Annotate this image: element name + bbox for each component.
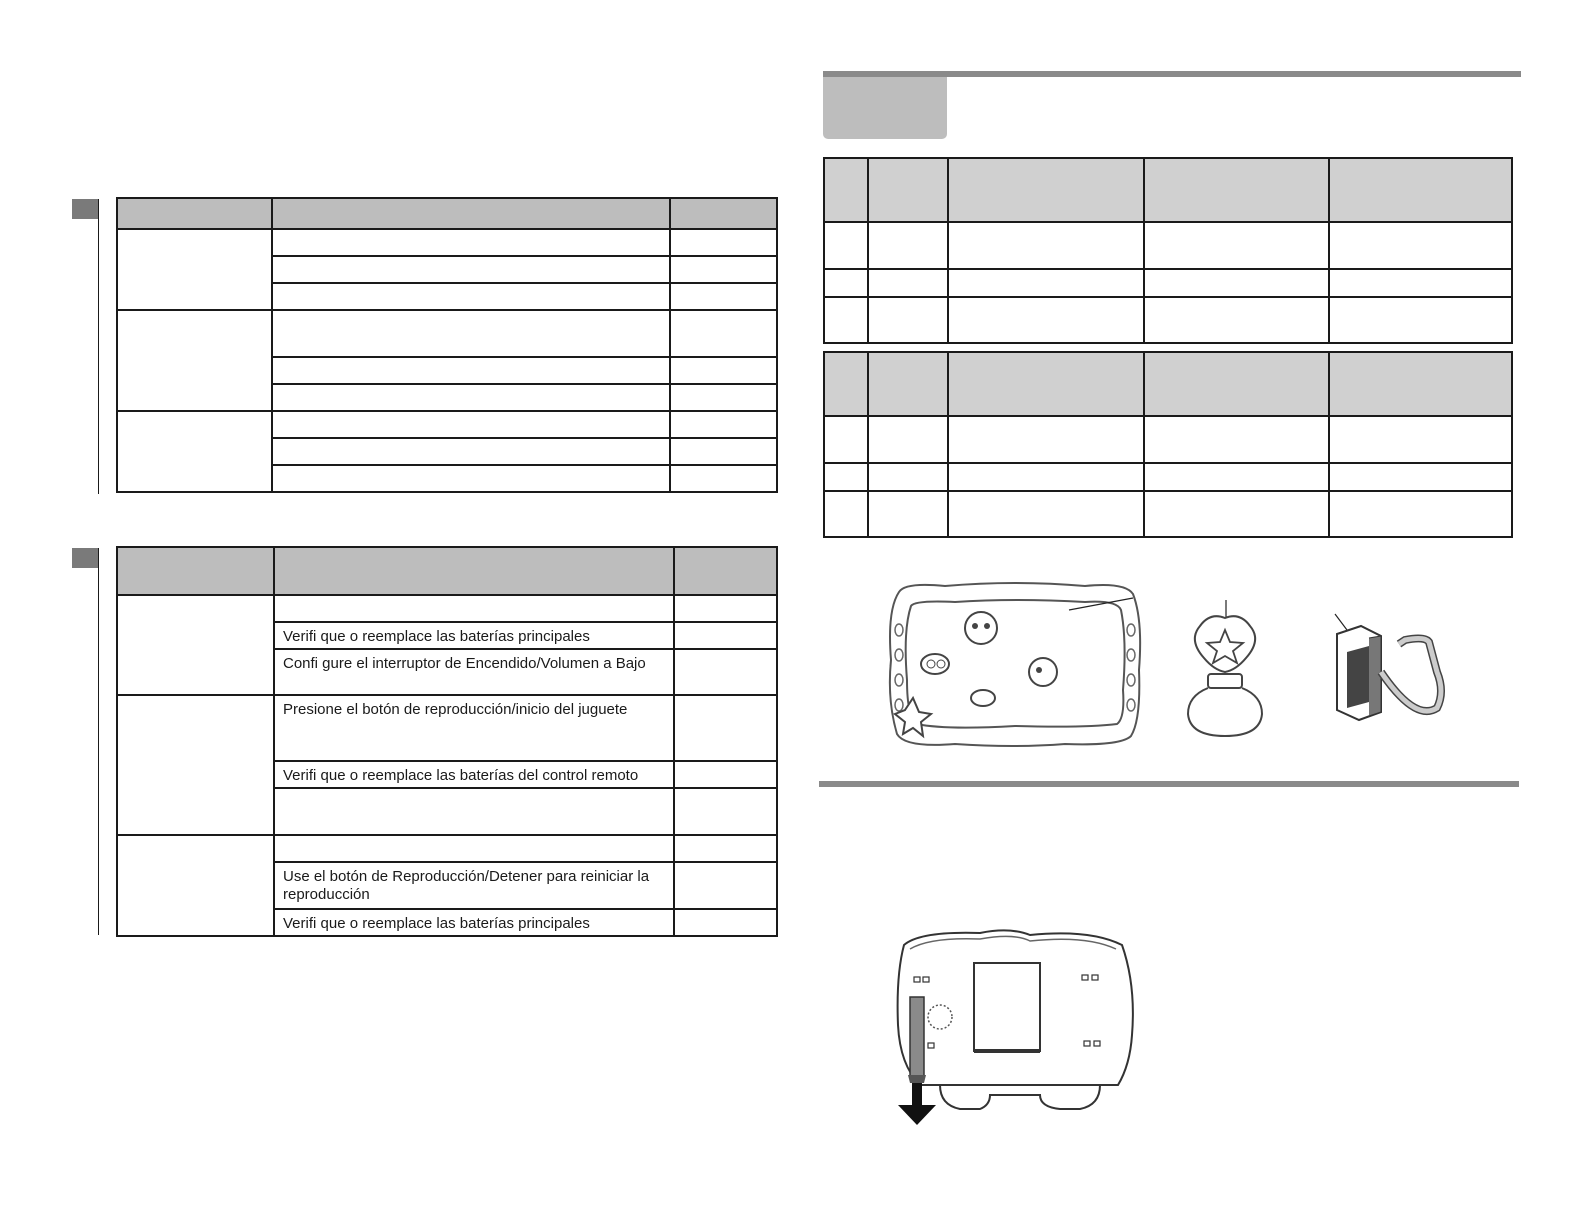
table1-solution-cell <box>272 357 670 384</box>
parts-a-header-col4 <box>1144 158 1329 222</box>
star-remote-illustration <box>1180 600 1270 740</box>
table2-solution-cell: Confi gure el interruptor de Encendido/Volumen a Bajo <box>274 649 674 695</box>
table1-page-cell <box>670 465 777 492</box>
parts-b-header-col3 <box>948 352 1144 416</box>
table1-problem-cell <box>117 229 272 310</box>
mounting-clip-illustration <box>1325 612 1455 737</box>
battery-compartment-illustration <box>890 925 1140 1130</box>
table2-page-cell <box>674 695 777 761</box>
table2-page-cell <box>674 595 777 622</box>
table1-solution-cell <box>272 384 670 411</box>
table1-page-cell <box>670 411 777 438</box>
troubleshooting-table-2 <box>116 546 778 937</box>
parts-a-header-col3 <box>948 158 1144 222</box>
table2-page-cell <box>674 622 777 649</box>
parts-a-cell <box>948 297 1144 343</box>
table1-page-cell <box>670 283 777 310</box>
table1-page-cell <box>670 310 777 357</box>
parts-a-header-col2 <box>868 158 948 222</box>
parts-a-cell <box>1144 297 1329 343</box>
table1-solution-cell <box>272 256 670 283</box>
parts-a-cell <box>948 269 1144 297</box>
parts-b-cell <box>1144 491 1329 537</box>
table2-solution-cell: Presione el botón de reproducción/inicio del juguete <box>274 695 674 761</box>
table2-solution-cell <box>274 595 674 622</box>
table1-page-cell <box>670 357 777 384</box>
parts-b-header-no <box>824 352 868 416</box>
parts-b-cell <box>868 463 948 491</box>
table1-solution-cell <box>272 411 670 438</box>
table2-problem-cell <box>117 835 274 936</box>
section-tab-2 <box>72 548 99 568</box>
parts-a-cell <box>1144 269 1329 297</box>
table2-solution-cell: Use el botón de Reproducción/Detener para reiniciar la reproducción <box>274 862 674 909</box>
table2-page-cell <box>674 909 777 936</box>
parts-b-cell <box>824 416 868 463</box>
table2-page-cell <box>674 761 777 788</box>
table1-page-cell <box>670 229 777 256</box>
parts-a-cell <box>868 269 948 297</box>
table1-solution-cell <box>272 465 670 492</box>
parts-b-cell <box>1329 463 1512 491</box>
parts-b-cell <box>948 463 1144 491</box>
parts-a-cell <box>824 297 868 343</box>
parts-a-cell <box>868 297 948 343</box>
parts-b-cell <box>948 416 1144 463</box>
section-rule-2 <box>98 548 99 935</box>
aquarium-toy-illustration <box>885 580 1145 750</box>
table1-page-cell <box>670 256 777 283</box>
table1-header-page <box>670 198 777 229</box>
parts-a-cell <box>868 222 948 269</box>
table2-solution-cell: Verifi que o reemplace las baterías del control remoto <box>274 761 674 788</box>
table2-solution-cell <box>274 788 674 835</box>
table1-header-problem <box>117 198 272 229</box>
parts-b-cell <box>824 491 868 537</box>
table2-solution-cell: Verifi que o reemplace las baterías principales <box>274 622 674 649</box>
table1-page-cell <box>670 384 777 411</box>
parts-b-header-col2 <box>868 352 948 416</box>
table2-page-cell <box>674 649 777 695</box>
table2-header-page <box>674 547 777 595</box>
parts-a-cell <box>1144 222 1329 269</box>
section-header-tab <box>823 77 947 139</box>
table2-header-solution <box>274 547 674 595</box>
parts-a-header-no <box>824 158 868 222</box>
table2-solution-cell <box>274 835 674 862</box>
parts-a-cell <box>1329 269 1512 297</box>
parts-b-header-col4 <box>1144 352 1329 416</box>
parts-b-cell <box>1329 416 1512 463</box>
table1-header-solution <box>272 198 670 229</box>
parts-b-cell <box>824 463 868 491</box>
section-divider-rule <box>819 781 1519 787</box>
parts-b-cell <box>868 416 948 463</box>
section-tab-1 <box>72 199 99 219</box>
parts-a-cell <box>1329 222 1512 269</box>
parts-table-b <box>823 351 1513 538</box>
parts-a-cell <box>1329 297 1512 343</box>
table2-solution-cell: Verifi que o reemplace las baterías principales <box>274 909 674 936</box>
parts-a-header-col5 <box>1329 158 1512 222</box>
section-rule-1 <box>98 199 99 494</box>
parts-b-cell <box>1144 463 1329 491</box>
table1-solution-cell <box>272 229 670 256</box>
table1-solution-cell <box>272 310 670 357</box>
parts-a-cell <box>824 222 868 269</box>
table2-page-cell <box>674 862 777 909</box>
table2-page-cell <box>674 788 777 835</box>
table1-solution-cell <box>272 283 670 310</box>
table2-problem-cell <box>117 595 274 695</box>
parts-b-header-col5 <box>1329 352 1512 416</box>
parts-table-a <box>823 157 1513 344</box>
parts-b-cell <box>868 491 948 537</box>
parts-b-cell <box>948 491 1144 537</box>
table1-problem-cell <box>117 310 272 411</box>
parts-a-cell <box>824 269 868 297</box>
parts-b-cell <box>1144 416 1329 463</box>
table2-header-problem <box>117 547 274 595</box>
table2-page-cell <box>674 835 777 862</box>
table2-problem-cell <box>117 695 274 835</box>
parts-a-cell <box>948 222 1144 269</box>
table1-solution-cell <box>272 438 670 465</box>
troubleshooting-table-1 <box>116 197 778 493</box>
table1-page-cell <box>670 438 777 465</box>
table1-problem-cell <box>117 411 272 492</box>
parts-b-cell <box>1329 491 1512 537</box>
